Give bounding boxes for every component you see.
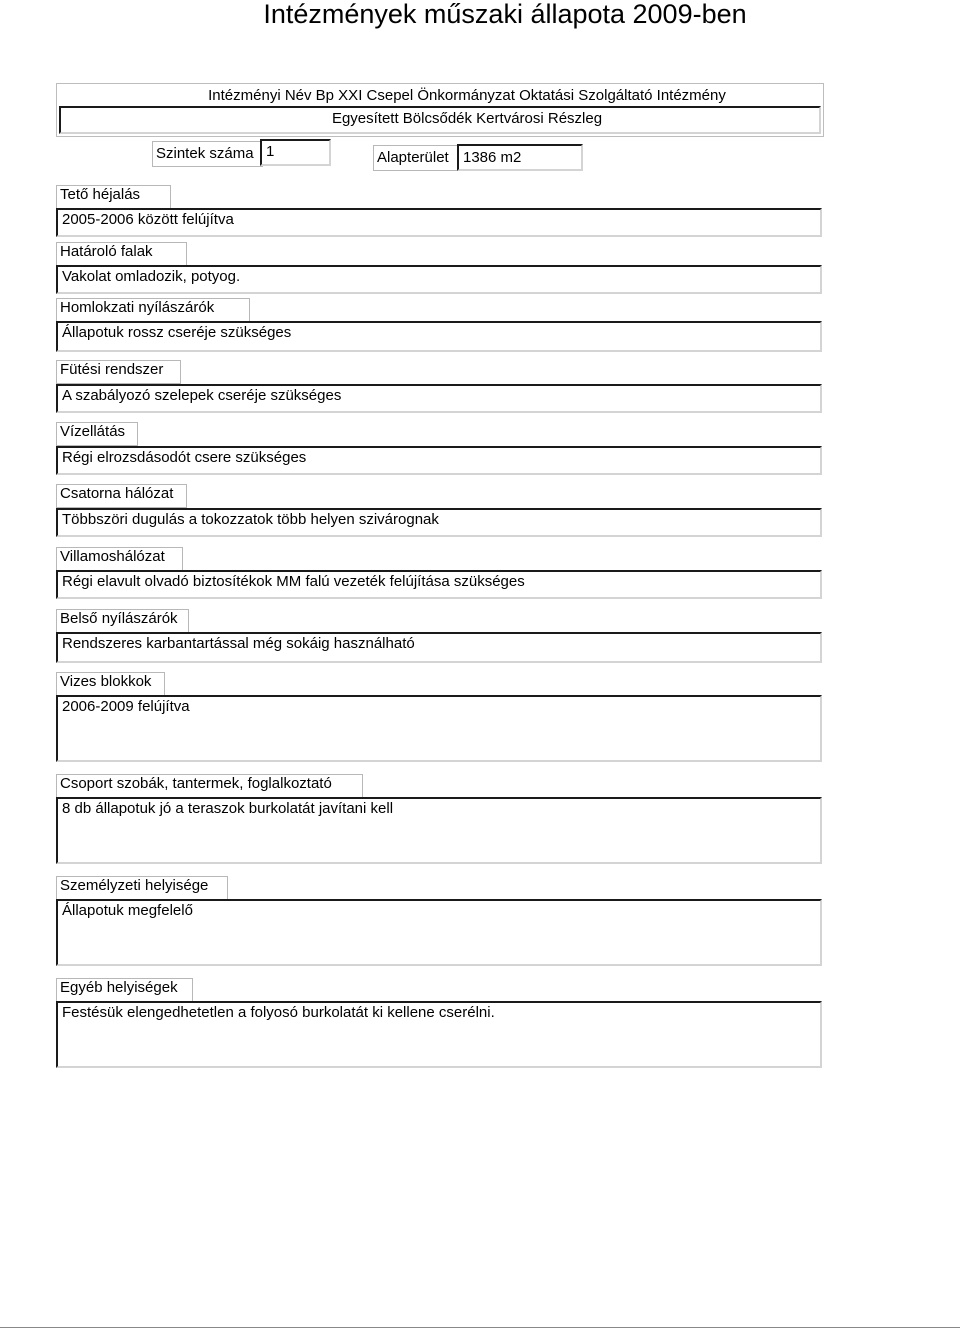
page-divider (0, 1327, 960, 1328)
institution-name-line2: Egyesített Bölcsődék Kertvárosi Részleg (331, 110, 603, 127)
wet-blocks-field[interactable]: 2006-2009 felújítva (56, 695, 822, 762)
group-rooms-field[interactable]: 8 db állapotuk jó a teraszok burkolatát javítani kell (56, 797, 822, 864)
institution-name-field (56, 83, 824, 137)
roof-field[interactable]: 2005-2006 között felújítva (56, 208, 822, 237)
electrical-label: Villamoshálózat (56, 547, 183, 571)
group-rooms-label: Csoport szobák, tantermek, foglalkoztató (56, 774, 363, 798)
heating-label: Fütési rendszer (56, 360, 181, 384)
levels-input[interactable]: 1 (260, 139, 331, 166)
interior-openings-label: Belső nyílászárók (56, 609, 189, 633)
heating-field[interactable]: A szabályozó szelepek cseréje szükséges (56, 384, 822, 413)
wet-blocks-label: Vizes blokkok (56, 672, 165, 696)
facade-openings-label: Homlokzati nyílászárók (56, 298, 250, 322)
water-supply-field[interactable]: Régi elrozsdásodót csere szükséges (56, 446, 822, 475)
roof-label: Tető héjalás (56, 185, 171, 209)
staff-rooms-field[interactable]: Állapotuk megfelelő (56, 899, 822, 966)
institution-name-line1: Intézményi Név Bp XXI Csepel Önkormányzat Oktatási Szolgáltató Intézmény (208, 87, 726, 104)
staff-rooms-label: Személyzeti helyisége (56, 876, 228, 900)
page-title: Intézmények műszaki állapota 2009-ben (263, 0, 747, 29)
water-supply-label: Vízellátás (56, 422, 138, 446)
sewer-field[interactable]: Többszöri dugulás a tokozzatok több helyen szivárognak (56, 508, 822, 537)
walls-field[interactable]: Vakolat omladozik, potyog. (56, 265, 822, 294)
other-rooms-field[interactable]: Festésük elengedhetetlen a folyosó burkolatát ki kellene cserélni. (56, 1001, 822, 1068)
sewer-label: Csatorna hálózat (56, 484, 187, 508)
walls-label: Határoló falak (56, 242, 187, 266)
interior-openings-field[interactable]: Rendszeres karbantartással még sokáig használható (56, 632, 822, 663)
levels-label: Szintek száma (152, 141, 263, 167)
electrical-field[interactable]: Régi elavult olvadó biztosítékok MM falú vezeték felújítása szükséges (56, 570, 822, 599)
facade-openings-field[interactable]: Állapotuk rossz cseréje szükséges (56, 321, 822, 352)
area-label: Alapterület (373, 145, 459, 171)
area-input[interactable]: 1386 m2 (457, 144, 583, 171)
other-rooms-label: Egyéb helyiségek (56, 978, 193, 1002)
